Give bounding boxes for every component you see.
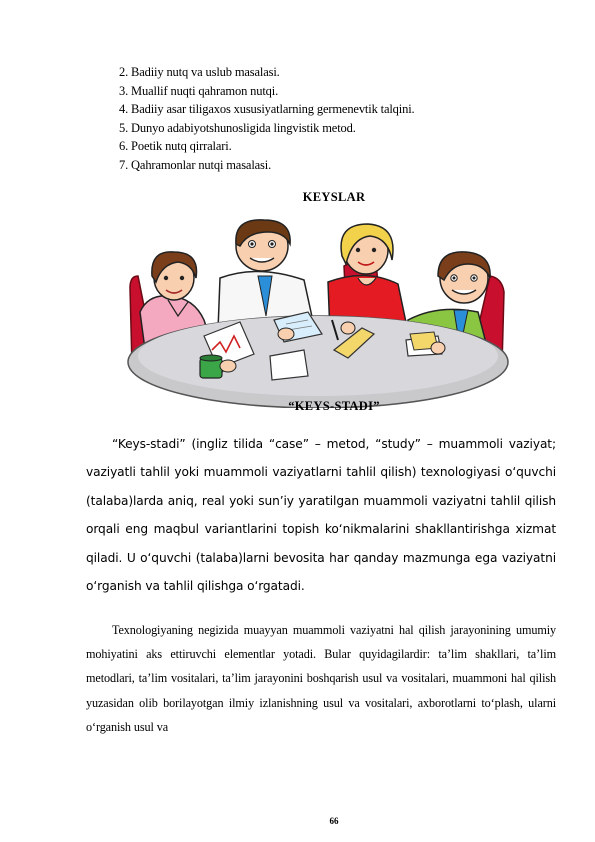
list-item: 5. Dunyo adabiyotshunosligida lingvistik metod. bbox=[119, 120, 356, 135]
list-item: 6. Poetik nutq qirralari. bbox=[119, 139, 232, 153]
list-item: 4. Badiiy asar tiligaxos xususiyatlarning germenevtik talqini. bbox=[119, 102, 415, 116]
section-heading-keyslar: KEYSLAR bbox=[302, 190, 366, 204]
meeting-illustration-icon bbox=[108, 216, 526, 408]
topic-list bbox=[119, 63, 415, 174]
paragraph-definition: “Keys-stadi” (ingliz tilida “case” – metod, “study” – muammoli vaziyat; vaziyatli tahlil yoki muammoli vaziyatlarni tahlil qilish) texnologiyasi o‘quvchi (talaba)larda aniq, real yoki sun’iy yaratilgan muammoli vaziyatni tahlil qilish orqali eng maqbul variantlarini topish ko‘nikmalarini shakllantirishga xizmat qiladi. U o‘quvchi (talaba)larni bevosita har qanday mazmunga ega vaziyatni o‘rganish va tahlil qilishga o‘rgatadi. bbox=[86, 437, 556, 594]
list-item: 7. Qahramonlar nutqi masalasi. bbox=[119, 157, 272, 172]
list-item: 3. Muallif nuqti qahramon nutqi. bbox=[119, 83, 279, 98]
page-number: 66 bbox=[329, 816, 339, 826]
section-heading-keys-stadi: “KEYS-STADI” bbox=[288, 399, 380, 413]
list-item: 2. Badiiy nutq va uslub masalasi. bbox=[119, 65, 280, 79]
paragraph-elements: Texnologiyaning negizida muayyan muammoli vaziyatni hal qilish jarayonining umumiy mohiyatini aks ettiruvchi elementlar yotadi. Bular quyidagilardir: ta’lim shakllari, ta’lim metodlari, ta’lim vositalari, ta’lim jarayonini boshqarish usul va vositalari, muammoni hal qilish yuzasidan olib borilayotgan ilmiy izlanishning usul va vositalari, axborotlarni to‘plash, ularni o‘rganish usul va bbox=[86, 623, 556, 734]
